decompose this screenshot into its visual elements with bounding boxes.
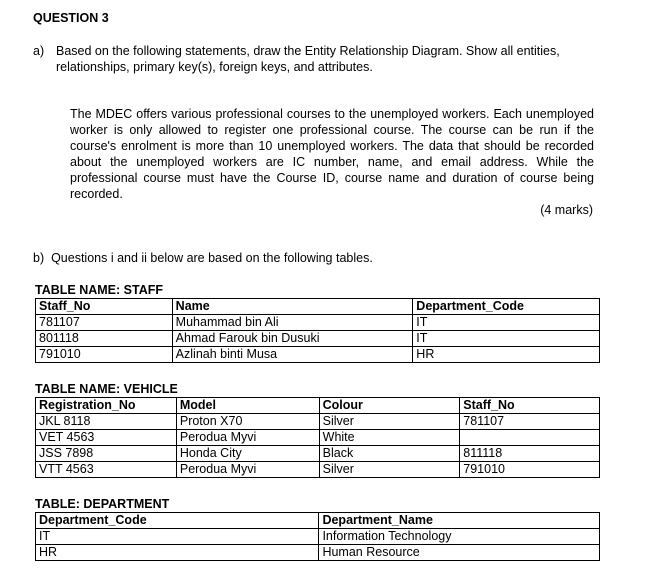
- part-a-label: a): [33, 44, 45, 58]
- department-table-title: TABLE: DEPARTMENT: [35, 497, 170, 511]
- table-cell: Muhammad bin Ali: [172, 315, 413, 331]
- part-b-label: b): [33, 251, 45, 265]
- table-cell: 811118: [460, 446, 600, 462]
- table-header-row: [36, 299, 600, 315]
- table-cell: Perodua Myvi: [176, 462, 319, 478]
- part-b-instruction: [33, 251, 373, 265]
- table-cell: HR: [36, 545, 319, 561]
- question-title: QUESTION 3: [33, 11, 109, 25]
- table-cell: Silver: [319, 414, 460, 430]
- table-cell: Information Technology: [319, 529, 600, 545]
- column-header: Colour: [319, 398, 460, 414]
- table-header-row: [36, 513, 600, 529]
- table-cell: IT: [36, 529, 319, 545]
- table-row: [36, 315, 600, 331]
- column-header: Department_Code: [36, 513, 319, 529]
- column-header: Staff_No: [36, 299, 173, 315]
- column-header: Model: [176, 398, 319, 414]
- table-cell: VTT 4563: [36, 462, 177, 478]
- table-cell: 781107: [460, 414, 600, 430]
- table-cell: [460, 430, 600, 446]
- staff-table: [35, 298, 600, 363]
- column-header: Department_Code: [413, 299, 600, 315]
- column-header: Staff_No: [460, 398, 600, 414]
- table-cell: JSS 7898: [36, 446, 177, 462]
- part-b-text: Questions i and ii below are based on the following tables.: [51, 251, 373, 265]
- table-header-row: [36, 398, 600, 414]
- table-cell: Ahmad Farouk bin Dusuki: [172, 331, 413, 347]
- table-cell: Honda City: [176, 446, 319, 462]
- table-cell: Silver: [319, 462, 460, 478]
- table-row: [36, 430, 600, 446]
- column-header: Registration_No: [36, 398, 177, 414]
- column-header: Name: [172, 299, 413, 315]
- table-cell: 781107: [36, 315, 173, 331]
- table-cell: 801118: [36, 331, 173, 347]
- department-table: [35, 512, 600, 561]
- table-cell: Perodua Myvi: [176, 430, 319, 446]
- table-cell: IT: [413, 315, 600, 331]
- table-row: [36, 347, 600, 363]
- table-row: [36, 529, 600, 545]
- table-cell: Proton X70: [176, 414, 319, 430]
- table-row: [36, 414, 600, 430]
- vehicle-table: [35, 397, 600, 478]
- column-header: Department_Name: [319, 513, 600, 529]
- marks-label: (4 marks): [540, 203, 593, 217]
- table-cell: Azlinah binti Musa: [172, 347, 413, 363]
- staff-table-title: TABLE NAME: STAFF: [35, 283, 163, 297]
- case-paragraph: The MDEC offers various professional courses to the unemployed workers. Each unemployed worker is only allowed to register one professional course. The course can be run if the course's enrolment is more than 10 unemployed workers. The data that should be recorded about the unemployed workers are IC number, name, and email address. While the professional course must have the Course ID, course name and duration of course being recorded.: [70, 107, 594, 201]
- table-row: [36, 331, 600, 347]
- part-a-text: Based on the following statements, draw the Entity Relationship Diagram. Show all entities, relationships, primary key(s), foreign keys, and attributes.: [56, 44, 560, 74]
- table-cell: IT: [413, 331, 600, 347]
- part-a-instruction: [33, 43, 608, 75]
- table-cell: Black: [319, 446, 460, 462]
- vehicle-table-title: TABLE NAME: VEHICLE: [35, 382, 178, 396]
- table-cell: 791010: [460, 462, 600, 478]
- table-cell: JKL 8118: [36, 414, 177, 430]
- table-cell: HR: [413, 347, 600, 363]
- table-cell: Human Resource: [319, 545, 600, 561]
- table-cell: 791010: [36, 347, 173, 363]
- table-cell: VET 4563: [36, 430, 177, 446]
- table-row: [36, 462, 600, 478]
- table-row: [36, 545, 600, 561]
- table-cell: White: [319, 430, 460, 446]
- table-row: [36, 446, 600, 462]
